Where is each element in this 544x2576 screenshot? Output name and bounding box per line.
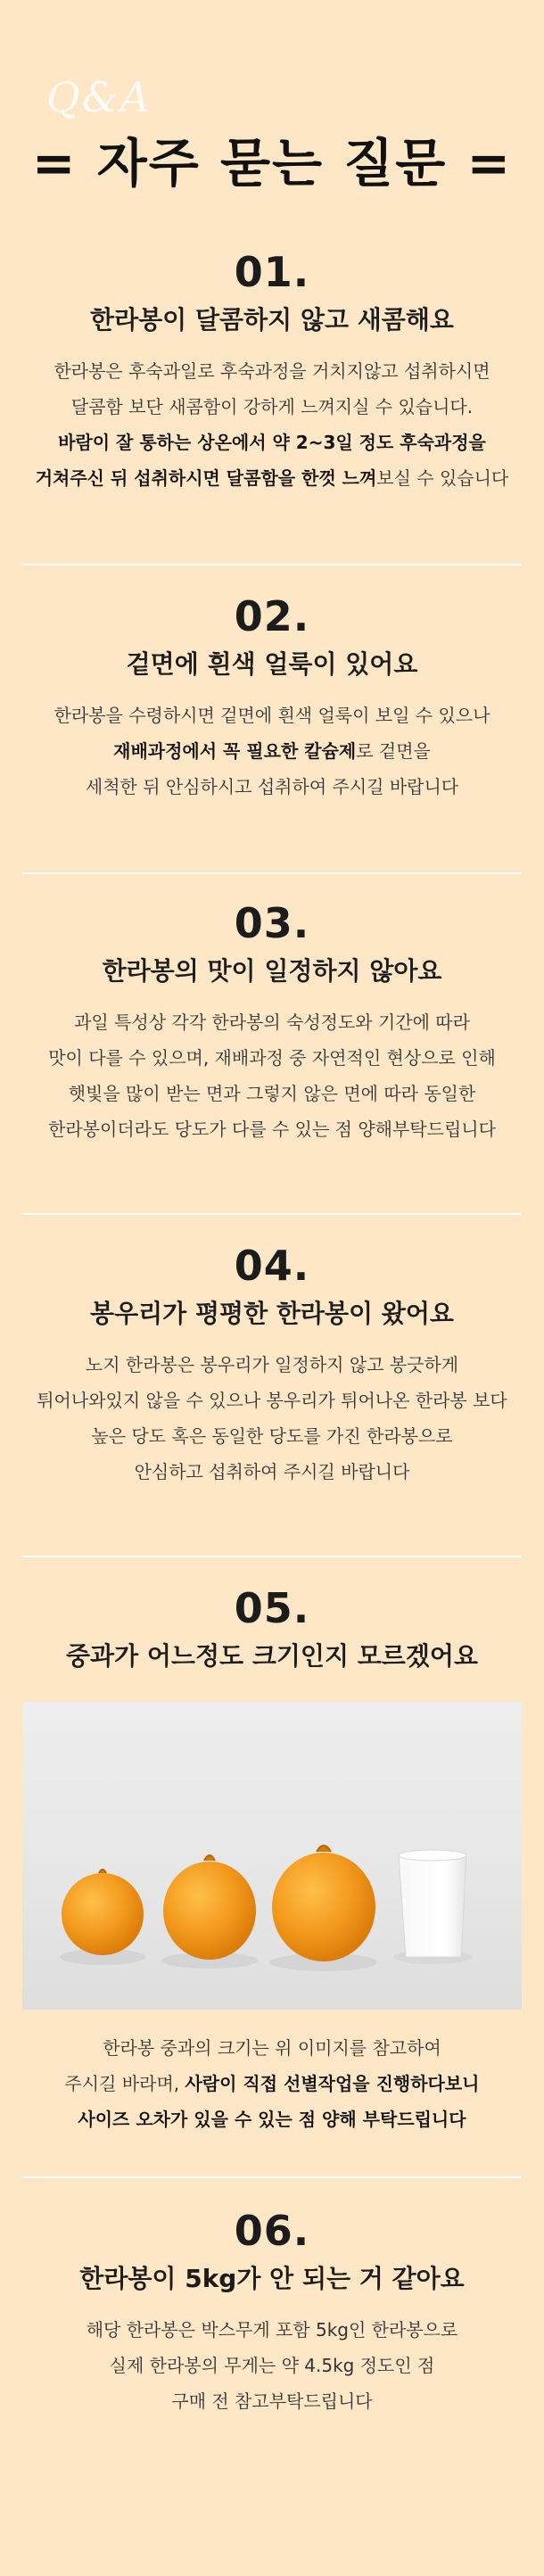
answer-text: 과일 특성상 각각 한라봉의 숙성정도와 기간에 따라 bbox=[74, 1011, 470, 1033]
header bbox=[0, 0, 544, 223]
answer-line bbox=[0, 769, 544, 805]
answer-text: 보실 수 있습니다 bbox=[376, 466, 509, 489]
answer-emphasis: 사람이 직접 선별작업을 진행하다보니 bbox=[185, 2073, 480, 2094]
orange-medium bbox=[163, 1862, 256, 1960]
faq-answer bbox=[0, 1004, 544, 1147]
orange-stem bbox=[99, 1870, 106, 1873]
answer-text: 달콤함 보단 새콤함이 강하게 느껴지실 수 있습니다. bbox=[70, 395, 474, 417]
answer-emphasis: 바람이 잘 통하는 상온에서 약 2~3일 정도 후숙과정을 bbox=[58, 431, 486, 453]
answer-text: 한라봉을 수령하시면 겉면에 흰색 얼룩이 보일 수 있으나 bbox=[54, 704, 490, 726]
faq-section-05 bbox=[0, 1584, 544, 1672]
faq-number: 05. bbox=[234, 1584, 310, 1632]
faq-question: 겉면에 흰색 얼룩이 있어요 bbox=[126, 649, 418, 679]
faq-question: 한라봉의 맛이 일정하지 않아요 bbox=[102, 956, 442, 986]
faq-answer bbox=[0, 698, 544, 805]
answer-text: 안심하고 섭취하여 주시길 바랍니다 bbox=[134, 1460, 410, 1482]
answer-line bbox=[0, 2312, 544, 2348]
paper-cup bbox=[399, 1855, 466, 1957]
section-divider bbox=[22, 564, 522, 566]
faq-number: 02. bbox=[234, 592, 310, 640]
answer-line bbox=[0, 1383, 544, 1418]
faq-section-01 bbox=[0, 248, 544, 496]
orange-stem bbox=[204, 1855, 215, 1861]
answer-text: 구매 전 참고부탁드립니다 bbox=[171, 2390, 373, 2412]
answer-text: 햇빛을 많이 받는 면과 그렇지 않은 면에 따라 동일한 bbox=[68, 1082, 476, 1104]
answer-line bbox=[0, 1040, 544, 1076]
faq-answer bbox=[0, 2030, 544, 2137]
faq-section-02 bbox=[0, 592, 544, 805]
answer-line bbox=[0, 353, 544, 389]
answer-emphasis: 재배과정에서 꼭 필요한 칼슘제 bbox=[113, 739, 357, 762]
answer-line bbox=[0, 2066, 544, 2101]
fruit-size-photo bbox=[22, 1702, 522, 2010]
answer-line bbox=[0, 1454, 544, 1490]
orange-small bbox=[62, 1873, 144, 1955]
answer-text: 한라봉은 후숙과일로 후숙과정을 거치지않고 섭취하시면 bbox=[54, 359, 490, 382]
orange-stem bbox=[317, 1845, 331, 1852]
faq-question: 한라봉이 달콤하지 않고 새콤해요 bbox=[90, 305, 454, 334]
answer-line bbox=[0, 460, 544, 496]
section-divider bbox=[22, 872, 522, 874]
answer-line bbox=[0, 1111, 544, 1147]
answer-text: 한라봉 중과의 크기는 위 이미지를 참고하여 bbox=[103, 2037, 441, 2059]
answer-line bbox=[0, 733, 544, 769]
answer-text: 해당 한라봉은 박스무게 포함 5kg인 한라봉으로 bbox=[86, 2318, 458, 2341]
answer-line bbox=[0, 425, 544, 460]
faq-number: 03. bbox=[234, 899, 310, 947]
answer-line bbox=[0, 1347, 544, 1383]
answer-line bbox=[0, 2030, 544, 2066]
answer-line bbox=[0, 698, 544, 733]
faq-answer bbox=[0, 1347, 544, 1490]
page-title: = 자주 묻는 질문 = bbox=[31, 133, 513, 194]
orange-large bbox=[272, 1853, 375, 1961]
faq-answer bbox=[0, 2312, 544, 2419]
answer-line bbox=[0, 2348, 544, 2383]
answer-line bbox=[0, 389, 544, 425]
answer-emphasis: 사이즈 오차가 있을 수 있는 점 양해 부탁드립니다 bbox=[78, 2109, 466, 2130]
faq-question: 봉우리가 평평한 한라봉이 왔어요 bbox=[90, 1299, 454, 1328]
faq-section-05-answer bbox=[0, 2030, 544, 2137]
faq-section-04 bbox=[0, 1242, 544, 1490]
section-divider bbox=[22, 1556, 522, 1557]
paper-cup-rim bbox=[399, 1850, 466, 1861]
answer-line bbox=[0, 1076, 544, 1111]
faq-number: 04. bbox=[234, 1242, 310, 1290]
faq-number: 01. bbox=[234, 248, 310, 296]
section-divider bbox=[22, 2176, 522, 2178]
answer-emphasis: 거쳐주신 뒤 섭취하시면 달콤함을 한껏 느껴 bbox=[35, 466, 377, 489]
faq-section-06 bbox=[0, 2207, 544, 2419]
qa-script-text: Q&A bbox=[46, 73, 152, 121]
answer-text: 로 겉면을 bbox=[356, 739, 431, 762]
faq-answer bbox=[0, 353, 544, 496]
answer-line bbox=[0, 2383, 544, 2419]
fruit-size-illustration bbox=[22, 1702, 522, 2010]
faq-question: 중과가 어느정도 크기인지 모르겠어요 bbox=[65, 1641, 478, 1671]
answer-text: 맛이 다를 수 있으며, 재배과정 중 자연적인 현상으로 인해 bbox=[48, 1046, 496, 1069]
answer-text: 주시길 바라며, bbox=[64, 2073, 185, 2094]
answer-text: 노지 한라봉은 봉우리가 일정하지 않고 봉긋하게 bbox=[85, 1353, 459, 1375]
answer-text: 높은 당도 혹은 동일한 당도를 가진 한라봉으로 bbox=[91, 1424, 453, 1447]
answer-text: 한라봉이더라도 당도가 다를 수 있는 점 양해부탁드립니다 bbox=[48, 1118, 496, 1140]
answer-text: 세척한 뒤 안심하시고 섭취하여 주시길 바랍니다 bbox=[85, 775, 459, 797]
faq-section-03 bbox=[0, 899, 544, 1147]
answer-line bbox=[0, 2101, 544, 2137]
answer-line bbox=[0, 1418, 544, 1454]
answer-text: 튀어나와있지 않을 수 있으나 봉우리가 튀어나온 한라봉 보다 bbox=[37, 1389, 507, 1411]
answer-text: 실제 한라봉의 무게는 약 4.5kg 정도인 점 bbox=[109, 2354, 435, 2376]
section-divider bbox=[22, 1213, 522, 1215]
answer-line bbox=[0, 1004, 544, 1040]
faq-question: 한라봉이 5kg가 안 되는 거 같아요 bbox=[79, 2264, 465, 2293]
faq-number: 06. bbox=[234, 2207, 310, 2255]
